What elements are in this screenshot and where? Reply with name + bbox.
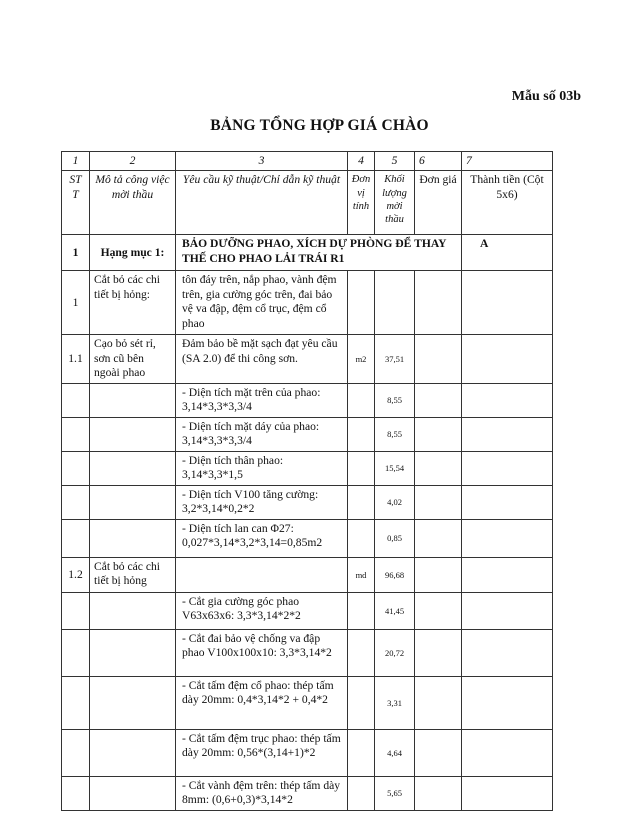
header-work: Mô tả công việc mời thầu: [90, 171, 176, 235]
row-work: [90, 383, 176, 417]
row-price: [415, 271, 462, 335]
row-total: [462, 417, 553, 451]
row-total: [462, 557, 553, 592]
row-unit: [348, 592, 375, 629]
col-number: 2: [90, 152, 176, 171]
row-total: [462, 729, 553, 776]
row-number: [62, 776, 90, 810]
row-total: [462, 676, 553, 729]
row-unit: [348, 271, 375, 335]
table-row: [62, 729, 553, 776]
header-row: [62, 171, 553, 235]
row-work: [90, 485, 176, 519]
row-price: [415, 729, 462, 776]
header-qty: Khối lượng mời thầu: [375, 171, 415, 235]
header-unit: Đơn vị tính: [348, 171, 375, 235]
header-price: Đơn giá: [415, 171, 462, 235]
row-total: [462, 629, 553, 676]
section-label: Hạng mục 1:: [90, 235, 176, 271]
table-row: [62, 776, 553, 810]
table-row: [62, 676, 553, 729]
row-price: [415, 383, 462, 417]
row-total: [462, 335, 553, 383]
section-title: BẢO DƯỠNG PHAO, XÍCH DỰ PHÒNG ĐỂ THAY THẾ CHO PHAO LẢI TRÁI R1: [176, 235, 462, 271]
table-row: [62, 557, 553, 592]
row-unit: [348, 383, 375, 417]
row-number: 1: [62, 271, 90, 335]
row-price: [415, 557, 462, 592]
row-price: [415, 776, 462, 810]
header-spec: Yêu cầu kỹ thuật/Chỉ dẫn kỹ thuật: [176, 171, 348, 235]
header-total: Thành tiền (Cột 5x6): [462, 171, 553, 235]
row-unit: [348, 776, 375, 810]
row-price: [415, 335, 462, 383]
row-qty: 0,85: [375, 519, 415, 557]
row-work: [90, 519, 176, 557]
form-number: Mẫu số 03b: [511, 89, 581, 104]
row-spec: - Diện tích mặt trên của phao: 3,14*3,3*3,3/4: [176, 383, 348, 417]
row-price: [415, 451, 462, 485]
row-unit: [348, 519, 375, 557]
row-number: 1.1: [62, 335, 90, 383]
row-price: [415, 592, 462, 629]
row-spec: - Diện tích V100 tăng cường: 3,2*3,14*0,2*2: [176, 485, 348, 519]
row-qty: 41,45: [375, 592, 415, 629]
row-qty: 37,51: [375, 335, 415, 383]
row-work: [90, 776, 176, 810]
row-total: [462, 451, 553, 485]
table-row: [62, 451, 553, 485]
row-qty: 8,55: [375, 417, 415, 451]
section-total: A: [462, 235, 553, 271]
row-unit: [348, 729, 375, 776]
row-qty: 15,54: [375, 451, 415, 485]
section-number: 1: [62, 235, 90, 271]
row-total: [462, 592, 553, 629]
table-row: [62, 519, 553, 557]
table-row: [62, 485, 553, 519]
row-price: [415, 676, 462, 729]
row-qty: [375, 271, 415, 335]
row-work: [90, 729, 176, 776]
row-number: [62, 451, 90, 485]
row-total: [462, 485, 553, 519]
row-qty: 96,68: [375, 557, 415, 592]
row-work: [90, 451, 176, 485]
row-spec: - Cắt đai bảo vệ chống va đập phao V100x100x10: 3,3*3,14*2: [176, 629, 348, 676]
row-work: [90, 417, 176, 451]
row-total: [462, 271, 553, 335]
row-total: [462, 776, 553, 810]
row-work: Cạo bỏ sét rỉ, sơn cũ bên ngoài phao: [90, 335, 176, 383]
row-price: [415, 519, 462, 557]
col-number: 5: [375, 152, 415, 171]
table-row: [62, 592, 553, 629]
row-number: [62, 519, 90, 557]
row-work: [90, 592, 176, 629]
table-row: [62, 335, 553, 383]
row-qty: 4,02: [375, 485, 415, 519]
row-spec: - Diện tích thân phao: 3,14*3,3*1,5: [176, 451, 348, 485]
row-spec: [176, 557, 348, 592]
row-number: [62, 417, 90, 451]
row-work: [90, 629, 176, 676]
col-number: 6: [415, 152, 462, 171]
header-stt: ST T: [62, 171, 90, 235]
row-work: Cắt bỏ các chi tiết bị hỏng: [90, 557, 176, 592]
row-unit: [348, 451, 375, 485]
row-spec: - Cắt tấm đệm trục phao: thép tấm dày 20mm: 0,56*(3,14+1)*2: [176, 729, 348, 776]
row-unit: [348, 629, 375, 676]
row-total: [462, 519, 553, 557]
row-work: Cắt bỏ các chi tiết bị hỏng:: [90, 271, 176, 335]
row-qty: 4,64: [375, 729, 415, 776]
row-price: [415, 629, 462, 676]
row-unit: [348, 485, 375, 519]
row-spec: - Diện tích lan can Φ27: 0,027*3,14*3,2*3,14=0,85m2: [176, 519, 348, 557]
quotation-table: [61, 151, 553, 811]
row-unit: [348, 676, 375, 729]
col-number: 3: [176, 152, 348, 171]
row-spec: Đảm bảo bề mặt sạch đạt yêu cầu (SA 2.0) để thi công sơn.: [176, 335, 348, 383]
table-row: [62, 271, 553, 335]
col-number: 1: [62, 152, 90, 171]
row-number: [62, 676, 90, 729]
table-row: [62, 383, 553, 417]
row-unit: m2: [348, 335, 375, 383]
document-title: BẢNG TỔNG HỢP GIÁ CHÀO: [210, 117, 429, 134]
row-number: [62, 729, 90, 776]
row-unit: md: [348, 557, 375, 592]
col-number: 4: [348, 152, 375, 171]
row-number: [62, 629, 90, 676]
column-number-row: [62, 152, 553, 171]
row-number: [62, 485, 90, 519]
row-spec: tôn đáy trên, nắp phao, vành đệm trên, gia cường góc trên, đai bảo vệ va đập, đệm cổ trục, đệm cổ phao: [176, 271, 348, 335]
row-total: [462, 383, 553, 417]
table-row: [62, 629, 553, 676]
row-qty: 3,31: [375, 676, 415, 729]
row-number: [62, 592, 90, 629]
row-work: [90, 676, 176, 729]
section-row: [62, 235, 553, 271]
row-number: 1.2: [62, 557, 90, 592]
table-row: [62, 417, 553, 451]
row-spec: - Cắt gia cường góc phao V63x63x6: 3,3*3,14*2*2: [176, 592, 348, 629]
col-number: 7: [462, 152, 553, 171]
row-price: [415, 485, 462, 519]
row-number: [62, 383, 90, 417]
row-spec: - Cắt tấm đệm cổ phao: thép tấm dày 20mm: 0,4*3,14*2 + 0,4*2: [176, 676, 348, 729]
row-qty: 20,72: [375, 629, 415, 676]
row-qty: 8,55: [375, 383, 415, 417]
row-qty: 5,65: [375, 776, 415, 810]
row-unit: [348, 417, 375, 451]
row-price: [415, 417, 462, 451]
row-spec: - Diện tích mặt dáy của phao: 3,14*3,3*3,3/4: [176, 417, 348, 451]
row-spec: - Cắt vành đệm trên: thép tấm dày 8mm: (0,6+0,3)*3,14*2: [176, 776, 348, 810]
